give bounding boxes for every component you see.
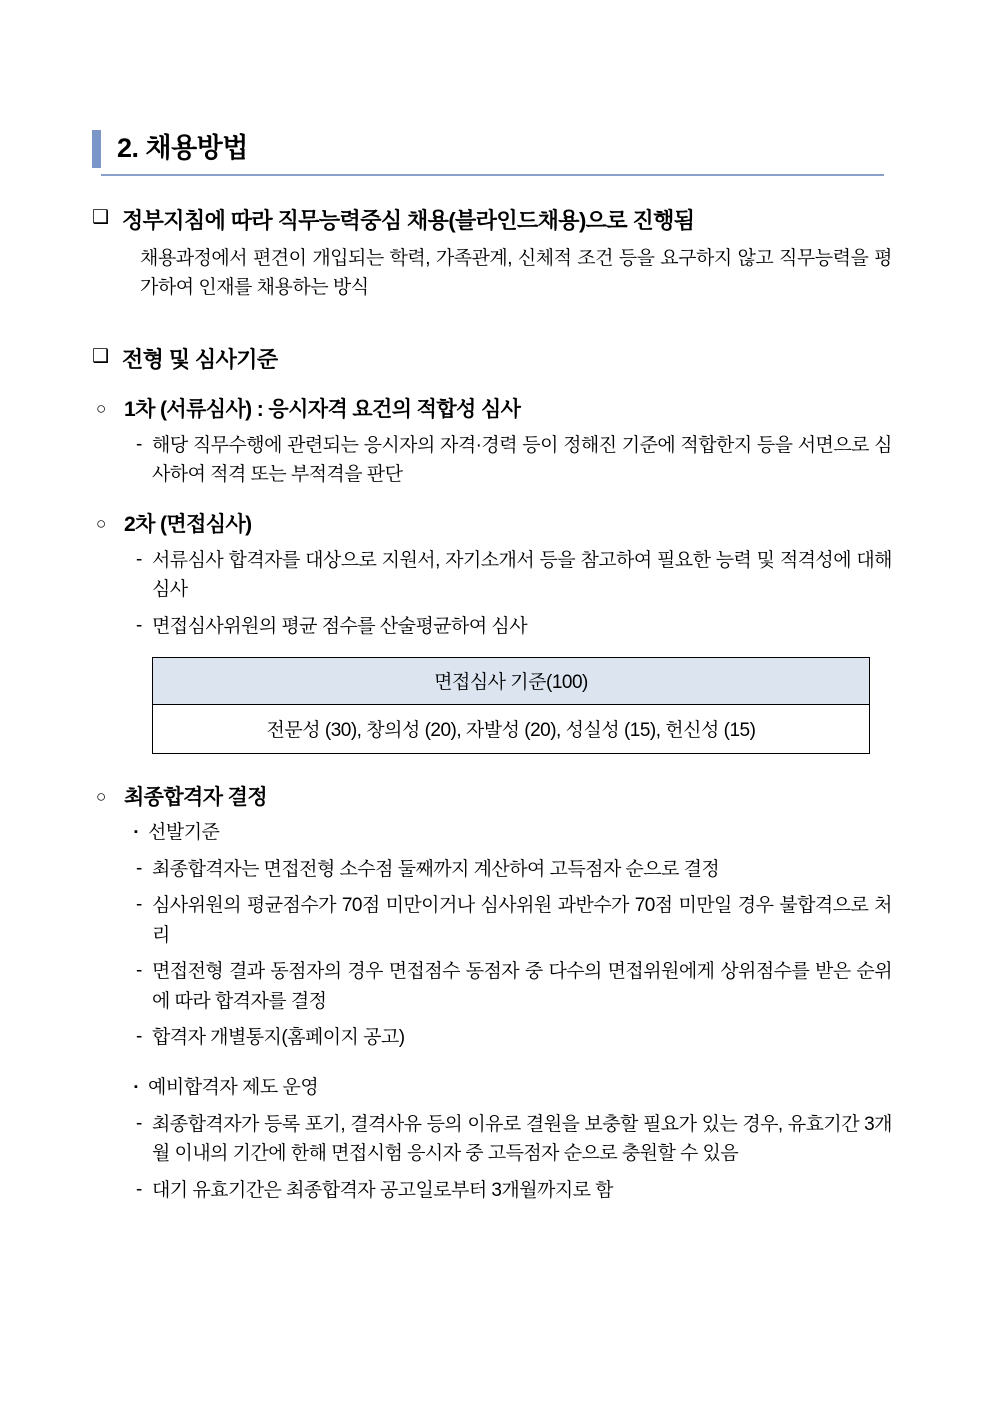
- table-header-row: [153, 658, 870, 705]
- list-item: [136, 957, 892, 1016]
- list-item: [136, 1176, 892, 1205]
- heading-stage2-label: 2차 (면접심사): [124, 513, 252, 537]
- dash-bullet-icon: -: [136, 960, 143, 982]
- table-cell: 전문성 (30), 창의성 (20), 자발성 (20), 성실성 (15), 헌신성 (15): [266, 720, 756, 742]
- square-bullet-icon: ▪: [134, 826, 138, 839]
- list-item: [136, 1110, 892, 1169]
- list-item: [136, 612, 892, 641]
- sub-heading-reserve-system: [134, 1074, 892, 1103]
- list-item: [136, 855, 892, 884]
- interview-criteria-table: [152, 657, 870, 754]
- dash-bullet-icon: -: [136, 433, 143, 455]
- spacer: [92, 1052, 892, 1064]
- circle-bullet-icon: ○: [96, 399, 107, 419]
- dash-bullet-icon: -: [136, 857, 143, 879]
- circle-bullet-icon: ○: [96, 514, 107, 534]
- heading-criteria-label: 전형 및 심사기준: [122, 346, 278, 372]
- checkbox-bullet-icon: ❑: [92, 345, 110, 367]
- heading-criteria: [92, 345, 892, 375]
- heading-stage2: [92, 511, 892, 538]
- dash-bullet-icon: -: [136, 1178, 143, 1200]
- checkbox-bullet-icon: ❑: [92, 207, 110, 228]
- heading-final: [92, 784, 892, 811]
- heading-final-label: 최종합격자 결정: [124, 786, 268, 810]
- list-item-text: 심사위원의 평균점수가 70점 미만이거나 심사위원 과반수가 70점 미만일 경우 불합격으로 처리: [152, 895, 892, 946]
- sub-heading-label: 예비합격자 제도 운영: [148, 1077, 319, 1099]
- sub-heading-label: 선발기준: [148, 822, 220, 844]
- list-item-text: 면접심사위원의 평균 점수를 산술평균하여 심사: [152, 615, 527, 637]
- list-item: [136, 546, 892, 605]
- table-row: [153, 705, 870, 754]
- sub-heading-selection-criteria: [134, 819, 892, 848]
- list-item-text: 면접전형 결과 동점자의 경우 면접점수 동점자 중 다수의 면접위원에게 상위점수를 받은 순위에 따라 합격자를 결정: [152, 961, 892, 1012]
- page-title: 2. 채용방법: [117, 133, 248, 164]
- dash-bullet-icon: -: [136, 548, 143, 570]
- list-item-text: 최종합격자가 등록 포기, 결격사유 등의 이유로 결원을 보충할 필요가 있는 경우, 유효기간 3개월 이내의 기간에 한해 면접시험 응시자 중 고득점자 순으로 충원할 수 있음: [152, 1113, 892, 1165]
- heading-stage1-label: 1차 (서류심사) : 응시자격 요건의 적합성 심사: [124, 398, 521, 422]
- circle-bullet-icon: ○: [96, 787, 107, 807]
- dash-bullet-icon: -: [136, 894, 143, 916]
- section-title-row: [92, 130, 892, 168]
- heading-stage1: [92, 396, 892, 423]
- list-item-text: 합격자 개별통지(홈페이지 공고): [152, 1027, 405, 1049]
- dash-bullet-icon: -: [136, 614, 143, 636]
- dash-bullet-icon: -: [136, 1026, 143, 1048]
- heading-policy: [92, 206, 892, 236]
- list-item: [136, 1023, 892, 1052]
- title-accent-bar: [92, 130, 101, 168]
- list-item: [136, 431, 892, 490]
- list-item: [136, 891, 892, 950]
- list-item-text: 대기 유효기간은 최종합격자 공고일로부터 3개월까지로 함: [152, 1179, 613, 1201]
- heading-policy-label: 정부지침에 따라 직무능력중심 채용(블라인드채용)으로 진행됨: [122, 208, 695, 233]
- table-header-cell: 면접심사 기준(100): [153, 658, 870, 705]
- square-bullet-icon: ▪: [134, 1081, 138, 1094]
- list-item-text: 최종합격자는 면접전형 소수점 둘째까지 계산하여 고득점자 순으로 결정: [152, 858, 720, 880]
- list-item-text: 해당 직무수행에 관련되는 응시자의 자격·경력 등이 정해진 기준에 적합한지 등을 서면으로 심사하여 적격 또는 부적격을 판단: [152, 434, 892, 485]
- list-item-text: 서류심사 합격자를 대상으로 지원서, 자기소개서 등을 참고하여 필요한 능력 및 적격성에 대해 심사: [152, 549, 892, 601]
- paragraph-policy-body: 채용과정에서 편견이 개입되는 학력, 가족관계, 신체적 조건 등을 요구하지 않고 직무능력을 평가하여 인재를 채용하는 방식: [140, 247, 892, 299]
- title-underline: [101, 174, 884, 176]
- dash-bullet-icon: -: [136, 1112, 143, 1134]
